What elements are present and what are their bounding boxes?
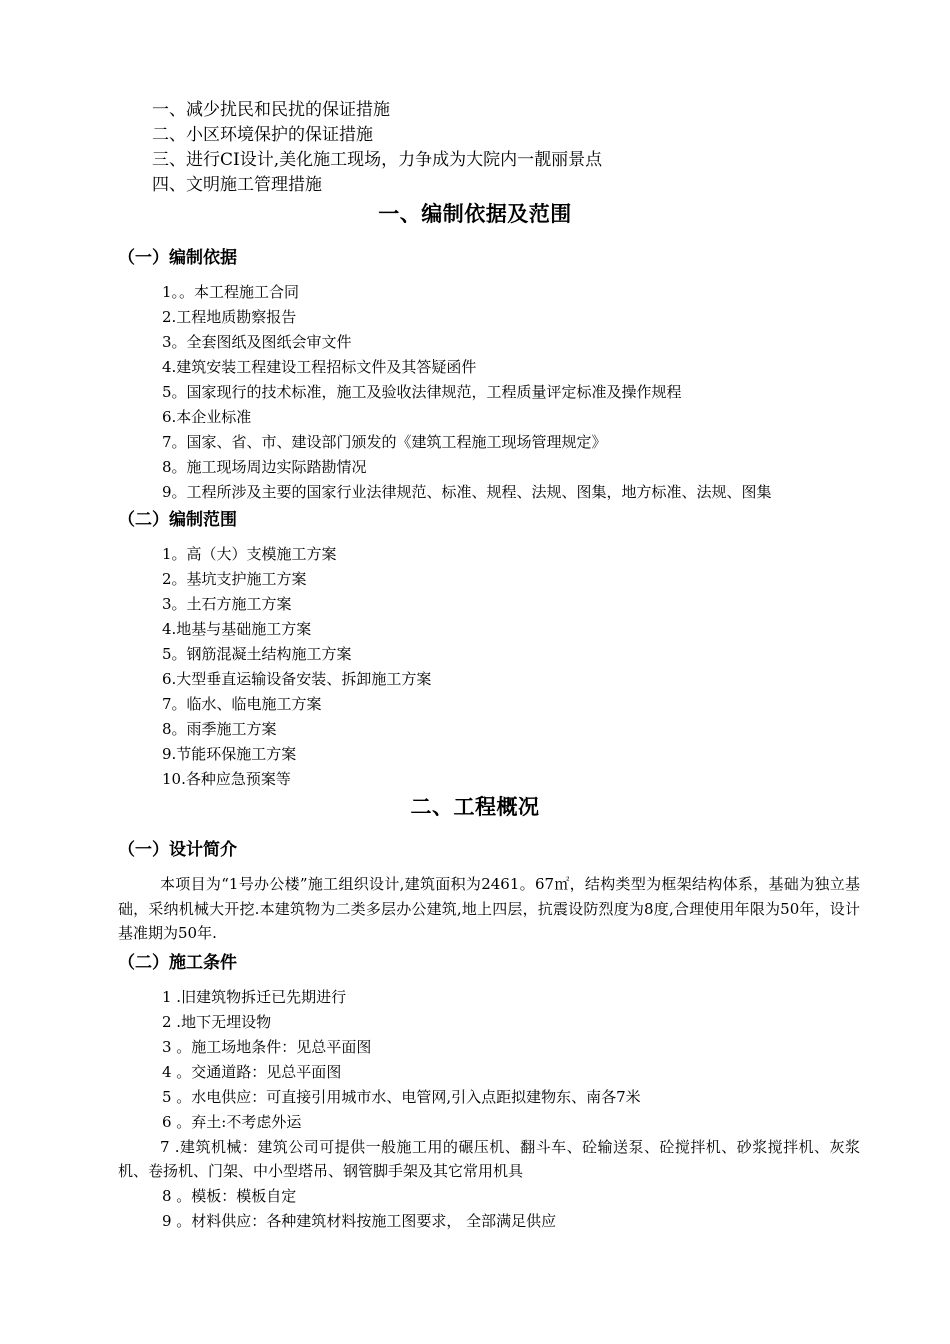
list-item: 7。国家、省、市、建设部门颁发的《建筑工程施工现场管理规定》 [162, 433, 607, 451]
toc-item: 一、减少扰民和民扰的保证措施 [152, 100, 390, 120]
toc-item: 四、文明施工管理措施 [152, 175, 322, 195]
list-item: 6.本企业标准 [162, 408, 252, 426]
scope-list [162, 542, 431, 792]
list-item: 9.节能环保施工方案 [162, 745, 297, 763]
list-item: 3。全套图纸及图纸会审文件 [162, 333, 352, 351]
toc-list [152, 98, 602, 198]
list-item: 4 。交通道路：见总平面图 [162, 1063, 342, 1081]
conditions-heading: （二）施工条件 [118, 953, 237, 973]
list-item: 7 .建筑机械：建筑公司可提供一般施工用的碾压机、翻斗车、砼输送泵、砼搅拌机、砂浆搅拌机、灰浆机、卷扬机、门架、中小型塔吊、钢管脚手架及其它常用机具 [118, 1138, 860, 1180]
basis-heading: （一）编制依据 [118, 248, 237, 268]
list-item: 8。雨季施工方案 [162, 720, 277, 738]
list-item: 2 .地下无埋设物 [162, 1013, 272, 1031]
list-item: 6.大型垂直运输设备安装、拆卸施工方案 [162, 670, 432, 688]
list-item: 1 .旧建筑物拆迁已先期进行 [162, 988, 347, 1006]
list-item: 6 。弃土:不考虑外运 [162, 1113, 302, 1131]
conditions-list-continued [162, 1184, 556, 1234]
design-paragraph: 本项目为“1号办公楼”施工组织设计,建筑面积为2461。67㎡，结构类型为框架结构体系，基础为独立基础，采纳机械大开挖.本建筑物为二类多层办公建筑,地上四层，抗震设防烈度为8度,合理使用年限为50年，设计基准期为50年. [118, 875, 860, 942]
list-item: 3。土石方施工方案 [162, 595, 292, 613]
list-item: 9。工程所涉及主要的国家行业法律规范、标准、规程、法规、图集，地方标准、法规、图集 [162, 483, 772, 501]
list-item: 3 。施工场地条件：见总平面图 [162, 1038, 372, 1056]
list-item: 8。施工现场周边实际踏勘情况 [162, 458, 367, 476]
section1-title: 一、编制依据及范围 [378, 202, 572, 226]
section2-title: 二、工程概况 [410, 795, 540, 819]
list-item: 8 。模板：模板自定 [162, 1187, 297, 1205]
list-item: 4.建筑安装工程建设工程招标文件及其答疑函件 [162, 358, 477, 376]
basis-list [162, 280, 772, 505]
list-item: 4.地基与基础施工方案 [162, 620, 312, 638]
list-item: 5。钢筋混凝土结构施工方案 [162, 645, 352, 663]
list-item: 7。临水、临电施工方案 [162, 695, 322, 713]
toc-item: 三、进行CI设计,美化施工现场，力争成为大院内一靓丽景点 [152, 150, 603, 170]
list-item: 2.工程地质勘察报告 [162, 308, 297, 326]
list-item: 10.各种应急预案等 [162, 770, 291, 788]
design-heading: （一）设计简介 [118, 840, 237, 860]
conditions-list [162, 985, 641, 1135]
list-item: 5。国家现行的技术标准，施工及验收法律规范，工程质量评定标准及操作规程 [162, 383, 682, 401]
list-item: 1。。本工程施工合同 [162, 283, 300, 301]
list-item: 5 。水电供应：可直接引用城市水、电管网,引入点距拟建物东、南各7米 [162, 1088, 641, 1106]
scope-heading: （二）编制范围 [118, 510, 237, 530]
list-item: 2。基坑支护施工方案 [162, 570, 307, 588]
toc-item: 二、小区环境保护的保证措施 [152, 125, 373, 145]
list-item: 1。高（大）支模施工方案 [162, 545, 337, 563]
list-item: 9 。材料供应：各种建筑材料按施工图要求， 全部满足供应 [162, 1212, 557, 1230]
